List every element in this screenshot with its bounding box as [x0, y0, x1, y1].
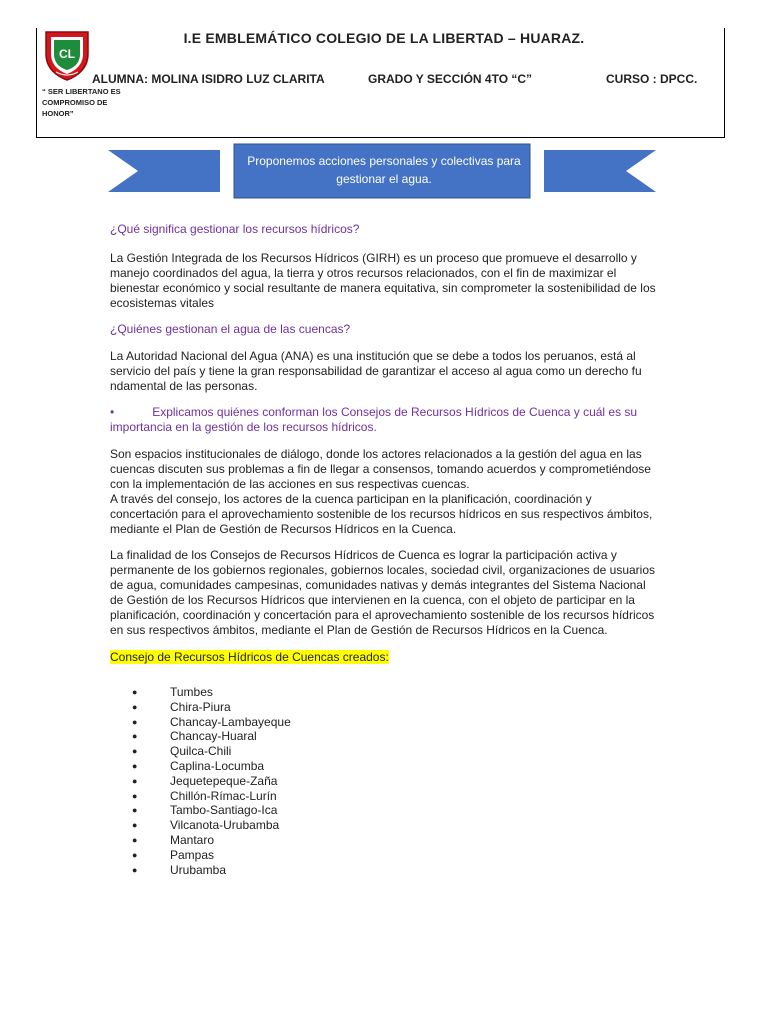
- paragraph-ana: La Autoridad Nacional del Agua (ANA) es una institución que se debe a todos los peruanos, está al servicio del país y tiene la gran responsabilidad de garantizar el acceso al agua como un derecho fu ndamental de las personas.: [110, 349, 642, 393]
- list-item-label: Chillón-Rímac-Lurín: [170, 788, 277, 803]
- list-item: [110, 863, 658, 878]
- list-item: [110, 789, 658, 804]
- bullet-icon: ●: [132, 687, 138, 697]
- student-name: ALUMNA: MOLINA ISIDRO LUZ CLARITA: [92, 72, 325, 86]
- paragraph-girh: La Gestión Integrada de los Recursos Hídricos (GIRH) es un proceso que promueve el desarrollo y manejo coordinados del agua, la tierra y otros recursos relacionados, con el fin de maximizar el bienestar económico y social resultante de manera equitativa, sin comprometer la sostenibilidad de los ecosistemas vitales: [110, 251, 656, 310]
- list-item: [110, 803, 658, 818]
- list-item-label: Tumbes: [170, 685, 213, 699]
- bullet-icon: ●: [132, 775, 138, 786]
- bullet-icon: ●: [132, 790, 138, 801]
- bullet-icon: ●: [132, 701, 138, 712]
- school-motto: “ SER LIBERTANO ES COMPROMISO DE HONOR”: [42, 87, 121, 118]
- list-item: [110, 774, 658, 789]
- question-3: [110, 405, 658, 435]
- list-item: [110, 685, 658, 700]
- list-item: [110, 759, 658, 774]
- bullet-icon: ●: [132, 820, 138, 831]
- list-item-label: Quilca-Chili: [170, 744, 232, 759]
- list-item-label: Vilcanota-Urubamba: [170, 818, 280, 833]
- bullet-icon: ●: [132, 731, 138, 742]
- paragraph-finalidad: La finalidad de los Consejos de Recursos Hídricos de Cuenca es lograr la participación activa y permanente de los gobiernos regionales, gobiernos locales, sociedad civil, organizaciones de usuarios de agua, comunidades campesinas, comunidades nativas y demás integrantes del Sistema Nacional de Gestión de los Recursos Hídricos que intervienen en la cuenca, con el objeto de participar en la planificación, coordinación y concertación para el aprovechamiento sostenible de los recursos hídricos en sus respectivos ámbitos, mediante el Plan de Gestión de Recursos Hídricos en la Cuenca.: [110, 548, 655, 637]
- list-item-label: Mantaro: [170, 832, 215, 847]
- list-item-label: Chancay-Huaral: [170, 729, 257, 744]
- bullet-icon: ●: [132, 834, 138, 845]
- list-item-label: Chira-Piura: [170, 699, 231, 714]
- paragraph-consejo: A través del consejo, los actores de la cuenca participan en la planificación, coordinación y concertación para el aprovechamiento sostenible de los recursos hídricos en sus respectivos ámbitos, mediante el Plan de Gestión de Recursos Hídricos en la Cuenca.: [110, 492, 653, 536]
- list-title: Consejo de Recursos Hídricos de Cuencas creados:: [110, 650, 389, 664]
- bullet-icon: ●: [132, 849, 138, 860]
- banner-title: Proponemos acciones personales y colectivas para gestionar el agua.: [247, 154, 521, 186]
- list-item-label: Chancay-Lambayeque: [170, 714, 291, 729]
- list-item: [110, 729, 658, 744]
- paragraph-espacios: Son espacios institucionales de diálogo, donde los actores relacionados a la gestión del agua en las cuencas discuten sus problemas a fin de llegar a consensos, tomando acuerdos y comprometiéndose con la implementación de las acciones en sus respectivas cuencas.: [110, 447, 651, 491]
- bullet-icon: ●: [132, 864, 138, 875]
- question-2: ¿Quiénes gestionan el agua de las cuencas?: [110, 322, 351, 336]
- list-item: [110, 818, 658, 833]
- list-item-label: Caplina-Locumba: [170, 758, 265, 773]
- cuencas-list: [110, 685, 658, 877]
- bullet-icon: ●: [132, 760, 138, 771]
- list-item-label: Pampas: [170, 847, 215, 862]
- question-1: ¿Qué significa gestionar los recursos hídricos?: [110, 222, 360, 236]
- list-item: [110, 833, 658, 848]
- bullet-icon: ●: [132, 805, 138, 816]
- list-item-label: Tambo-Santiago-Ica: [170, 803, 278, 818]
- list-item: [110, 715, 658, 730]
- bullet-icon: ●: [132, 716, 138, 727]
- bullet-icon: ●: [132, 746, 138, 757]
- question-3-text: Explicamos quiénes conforman los Consejos de Recursos Hídricos de Cuenca y cuál es su importancia en la gestión de los recursos hídricos.: [110, 405, 638, 434]
- question-3-bullet: •: [110, 405, 115, 419]
- school-title: I.E EMBLEMÁTICO COLEGIO DE LA LIBERTAD – HUARAZ.: [183, 30, 585, 46]
- list-item-label: Jequetepeque-Zaña: [170, 773, 278, 788]
- main-content: [110, 218, 658, 877]
- list-item-label: Urubamba: [170, 862, 227, 877]
- list-item: [110, 848, 658, 863]
- course-name: CURSO : DPCC.: [606, 72, 698, 86]
- grade-section: GRADO Y SECCIÓN 4TO “C”: [368, 72, 533, 86]
- list-item: [110, 700, 658, 715]
- list-item: [110, 744, 658, 759]
- logo-text: CL: [59, 47, 75, 61]
